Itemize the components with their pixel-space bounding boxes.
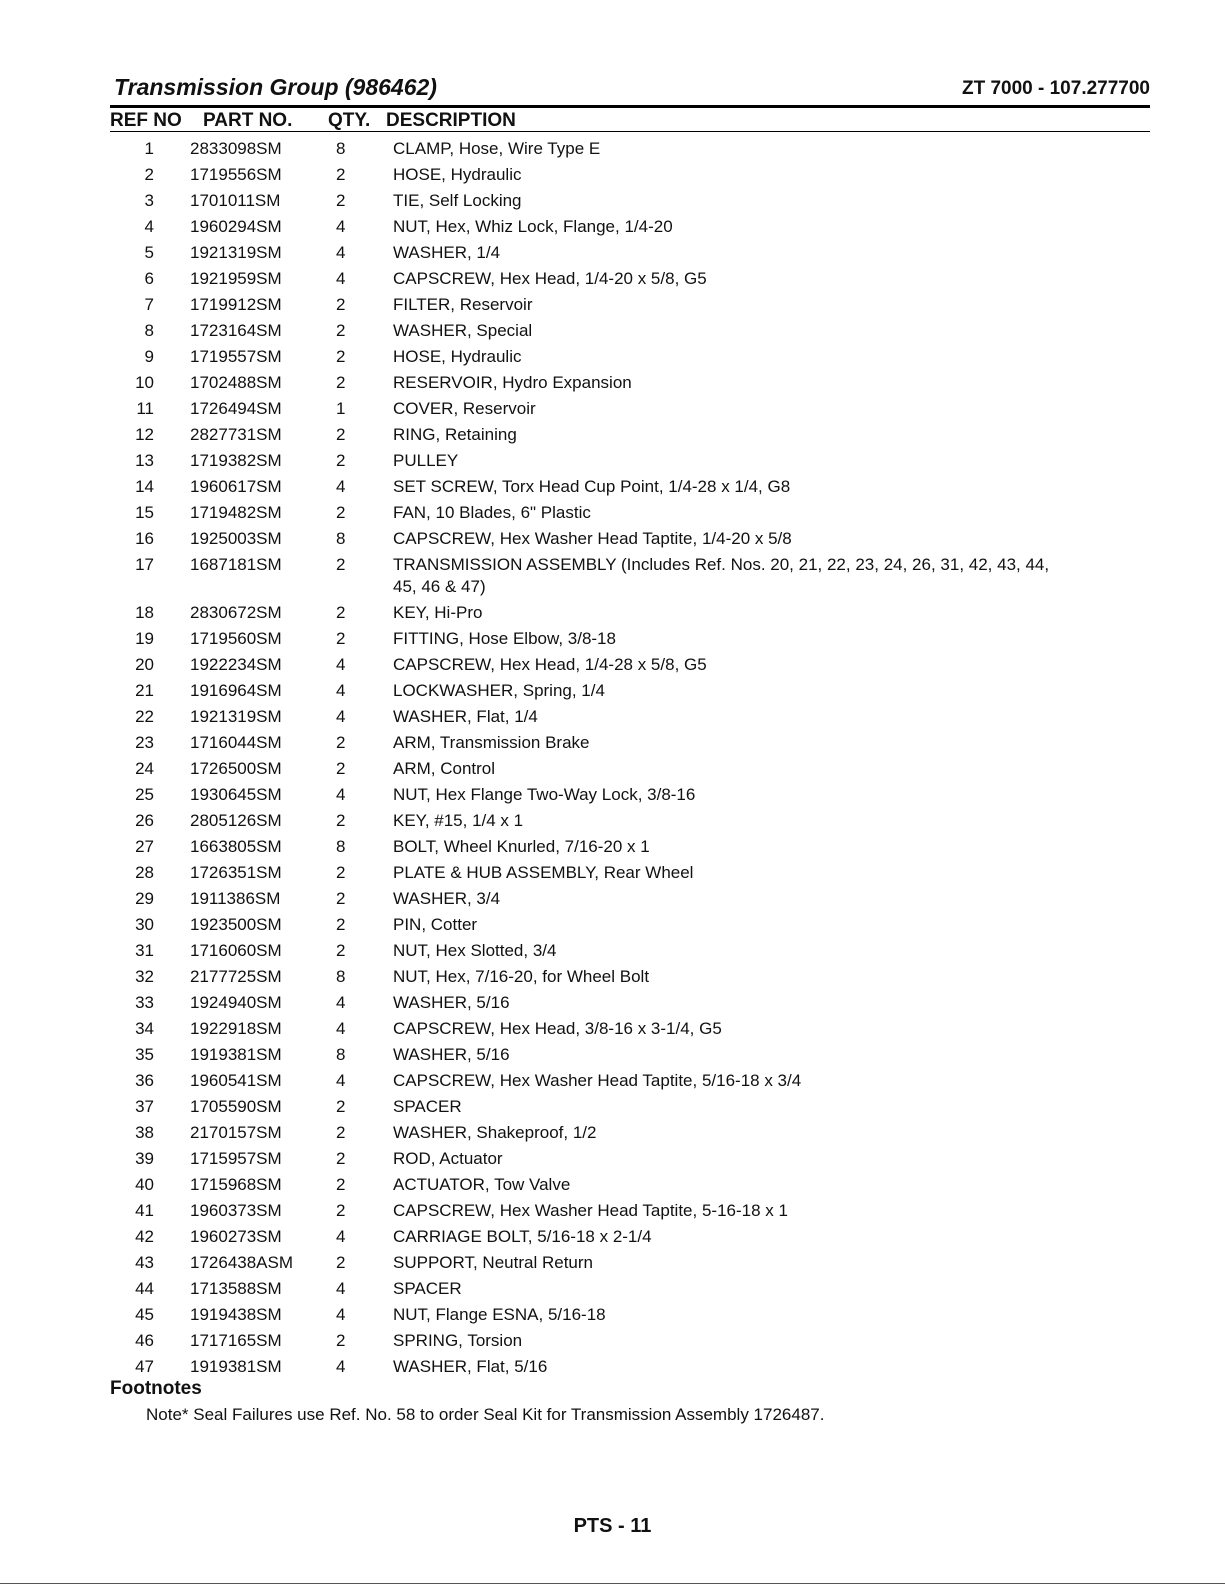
- qty-cell: 2: [336, 347, 346, 366]
- qty-cell: 1: [336, 399, 346, 418]
- ref-no-cell: 27: [135, 837, 154, 856]
- ref-no-cell: 43: [135, 1253, 154, 1272]
- table-row: [0, 1068, 1225, 1094]
- description-cell: LOCKWASHER, Spring, 1/4: [393, 681, 605, 700]
- table-row: [0, 600, 1225, 626]
- table-row: [0, 136, 1225, 162]
- qty-cell: 4: [336, 269, 346, 288]
- part-no-cell: 1705590SM: [190, 1097, 282, 1116]
- ref-no-cell: 7: [144, 295, 154, 314]
- qty-cell: 2: [336, 555, 346, 574]
- description-cell: ARM, Transmission Brake: [393, 733, 590, 752]
- description-cell: PLATE & HUB ASSEMBLY, Rear Wheel: [393, 863, 694, 882]
- part-no-cell: 1919381SM: [190, 1045, 282, 1064]
- table-row: [0, 448, 1225, 474]
- part-no-cell: 1701011SM: [190, 191, 281, 210]
- ref-no-cell: 31: [135, 941, 154, 960]
- ref-no-cell: 44: [135, 1279, 154, 1298]
- table-row: [0, 678, 1225, 704]
- table-row: [0, 912, 1225, 938]
- qty-cell: 2: [336, 915, 346, 934]
- description-cell: CAPSCREW, Hex Head, 1/4-20 x 5/8, G5: [393, 269, 707, 288]
- part-no-cell: 1719912SM: [190, 295, 282, 314]
- qty-cell: 2: [336, 1123, 346, 1142]
- description-cell: WASHER, 3/4: [393, 889, 501, 908]
- qty-cell: 8: [336, 529, 346, 548]
- part-no-cell: 1921959SM: [190, 269, 282, 288]
- qty-cell: 8: [336, 967, 346, 986]
- ref-no-cell: 47: [135, 1357, 154, 1376]
- qty-cell: 2: [336, 165, 346, 184]
- description-cell: RING, Retaining: [393, 425, 517, 444]
- qty-cell: 8: [336, 1045, 346, 1064]
- description-cell: CAPSCREW, Hex Washer Head Taptite, 5-16-18 x 1: [393, 1201, 788, 1220]
- part-no-cell: 1702488SM: [190, 373, 282, 392]
- table-row: [0, 240, 1225, 266]
- part-no-cell: 1916964SM: [190, 681, 282, 700]
- part-no-cell: 1921319SM: [190, 707, 282, 726]
- table-row: [0, 1198, 1225, 1224]
- description-cell: SET SCREW, Torx Head Cup Point, 1/4-28 x 1/4, G8: [393, 477, 791, 496]
- page-title: Transmission Group (986462): [114, 74, 437, 100]
- column-header-rule: [110, 131, 1150, 132]
- part-no-cell: 1911386SM: [190, 889, 281, 908]
- qty-cell: 4: [336, 993, 346, 1012]
- qty-cell: 4: [336, 243, 346, 262]
- part-no-cell: 1919381SM: [190, 1357, 282, 1376]
- table-row: [0, 782, 1225, 808]
- part-no-cell: 1663805SM: [190, 837, 282, 856]
- part-no-cell: 2177725SM: [190, 967, 282, 986]
- ref-no-cell: 35: [135, 1045, 154, 1064]
- table-row: [0, 214, 1225, 240]
- table-row: [0, 626, 1225, 652]
- ref-no-cell: 11: [136, 399, 154, 418]
- part-no-cell: 1726494SM: [190, 399, 282, 418]
- table-row: [0, 1224, 1225, 1250]
- table-row: [0, 396, 1225, 422]
- part-no-cell: 1922234SM: [190, 655, 282, 674]
- table-row: [0, 370, 1225, 396]
- description-cell: PULLEY: [393, 451, 459, 470]
- table-row: [0, 1042, 1225, 1068]
- ref-no-cell: 1: [144, 139, 154, 158]
- model-number: ZT 7000 - 107.277700: [961, 78, 1150, 99]
- table-row: [0, 1016, 1225, 1042]
- part-no-cell: 2827731SM: [190, 425, 282, 444]
- qty-cell: 4: [336, 1227, 346, 1246]
- description-cell: WASHER, Flat, 5/16: [393, 1357, 548, 1376]
- page-number: PTS - 11: [573, 1515, 652, 1537]
- part-no-cell: 2833098SM: [190, 139, 282, 158]
- table-row: [0, 188, 1225, 214]
- part-no-cell: 1960373SM: [190, 1201, 282, 1220]
- table-row: [0, 318, 1225, 344]
- description-cell: WASHER, Shakeproof, 1/2: [393, 1123, 597, 1142]
- description-cell: CLAMP, Hose, Wire Type E: [393, 139, 601, 158]
- description-cell: NUT, Hex Flange Two-Way Lock, 3/8-16: [393, 785, 696, 804]
- ref-no-cell: 21: [135, 681, 154, 700]
- ref-no-cell: 14: [135, 477, 154, 496]
- qty-cell: 4: [336, 217, 346, 236]
- part-no-cell: 1960541SM: [190, 1071, 282, 1090]
- description-cell: KEY, #15, 1/4 x 1: [393, 811, 524, 830]
- qty-cell: 2: [336, 941, 346, 960]
- description-cell: FITTING, Hose Elbow, 3/8-18: [393, 629, 616, 648]
- description-cell: SPACER: [393, 1097, 462, 1116]
- ref-no-cell: 12: [135, 425, 154, 444]
- description-cell: SPRING, Torsion: [393, 1331, 523, 1350]
- footnotes-title: Footnotes: [110, 1378, 202, 1399]
- qty-cell: 4: [336, 1279, 346, 1298]
- table-row: [0, 266, 1225, 292]
- description-cell: CAPSCREW, Hex Head, 3/8-16 x 3-1/4, G5: [393, 1019, 722, 1038]
- column-header-description: DESCRIPTION: [386, 110, 516, 131]
- qty-cell: 4: [336, 681, 346, 700]
- table-row: [0, 1146, 1225, 1172]
- part-no-cell: 1960294SM: [190, 217, 282, 236]
- column-header-ref: REF NO: [110, 110, 182, 131]
- qty-cell: 2: [336, 889, 346, 908]
- table-row: [0, 938, 1225, 964]
- table-row: [0, 1172, 1225, 1198]
- ref-no-cell: 22: [135, 707, 154, 726]
- description-cell: FAN, 10 Blades, 6" Plastic: [393, 503, 591, 522]
- ref-no-cell: 2: [144, 165, 154, 184]
- part-no-cell: 1921319SM: [190, 243, 282, 262]
- description-cell: CAPSCREW, Hex Washer Head Taptite, 5/16-18 x 3/4: [393, 1071, 802, 1090]
- part-no-cell: 2805126SM: [190, 811, 282, 830]
- part-no-cell: 1925003SM: [190, 529, 282, 548]
- part-no-cell: 1715957SM: [190, 1149, 282, 1168]
- qty-cell: 4: [336, 785, 346, 804]
- table-row: [0, 1276, 1225, 1302]
- part-no-cell: 1719382SM: [190, 451, 282, 470]
- ref-no-cell: 20: [135, 655, 154, 674]
- table-row: [0, 1250, 1225, 1276]
- qty-cell: 2: [336, 1097, 346, 1116]
- table-row: [0, 860, 1225, 886]
- part-no-cell: 1923500SM: [190, 915, 282, 934]
- column-header-part: PART NO.: [203, 110, 293, 131]
- qty-cell: 2: [336, 321, 346, 340]
- description-cell: CAPSCREW, Hex Washer Head Taptite, 1/4-20 x 5/8: [393, 529, 792, 548]
- ref-no-cell: 29: [135, 889, 154, 908]
- part-no-cell: 1930645SM: [190, 785, 282, 804]
- part-no-cell: 1723164SM: [190, 321, 282, 340]
- description-cell: HOSE, Hydraulic: [393, 165, 522, 184]
- table-row: [0, 886, 1225, 912]
- ref-no-cell: 4: [144, 217, 154, 236]
- part-no-cell: 2170157SM: [190, 1123, 282, 1142]
- ref-no-cell: 36: [135, 1071, 154, 1090]
- ref-no-cell: 18: [135, 603, 154, 622]
- qty-cell: 2: [336, 759, 346, 778]
- qty-cell: 2: [336, 503, 346, 522]
- description-cell: KEY, Hi-Pro: [393, 603, 483, 622]
- ref-no-cell: 33: [135, 993, 154, 1012]
- table-row: [0, 990, 1225, 1016]
- ref-no-cell: 30: [135, 915, 154, 934]
- column-header-qty: QTY.: [328, 110, 371, 131]
- description-cell: PIN, Cotter: [393, 915, 478, 934]
- ref-no-cell: 38: [135, 1123, 154, 1142]
- part-no-cell: 1687181SM: [190, 555, 282, 574]
- qty-cell: 8: [336, 837, 346, 856]
- ref-no-cell: 9: [144, 347, 154, 366]
- description-cell: BOLT, Wheel Knurled, 7/16-20 x 1: [393, 837, 650, 856]
- description-cell: RESERVOIR, Hydro Expansion: [393, 373, 632, 392]
- ref-no-cell: 28: [135, 863, 154, 882]
- qty-cell: 2: [336, 629, 346, 648]
- ref-no-cell: 16: [135, 529, 154, 548]
- table-row: [0, 808, 1225, 834]
- ref-no-cell: 32: [135, 967, 154, 986]
- qty-cell: 2: [336, 1201, 346, 1220]
- bottom-rule: [0, 1583, 1225, 1584]
- footnote-text: Note* Seal Failures use Ref. No. 58 to order Seal Kit for Transmission Assembly 1726487.: [146, 1405, 825, 1424]
- qty-cell: 2: [336, 733, 346, 752]
- description-cell: ROD, Actuator: [393, 1149, 503, 1168]
- qty-cell: 2: [336, 1175, 346, 1194]
- description-cell: WASHER, Flat, 1/4: [393, 707, 538, 726]
- ref-no-cell: 46: [135, 1331, 154, 1350]
- part-no-cell: 1716060SM: [190, 941, 282, 960]
- description-cell: SPACER: [393, 1279, 462, 1298]
- qty-cell: 2: [336, 1149, 346, 1168]
- part-no-cell: 1726351SM: [190, 863, 282, 882]
- part-no-cell: 1960617SM: [190, 477, 282, 496]
- parts-table: [0, 136, 1225, 1380]
- qty-cell: 4: [336, 1305, 346, 1324]
- table-row: [0, 292, 1225, 318]
- table-row: [0, 834, 1225, 860]
- description-cell: ACTUATOR, Tow Valve: [393, 1175, 571, 1194]
- ref-no-cell: 10: [135, 373, 154, 392]
- qty-cell: 2: [336, 451, 346, 470]
- qty-cell: 2: [336, 191, 346, 210]
- qty-cell: 2: [336, 1331, 346, 1350]
- description-cell: FILTER, Reservoir: [393, 295, 533, 314]
- part-no-cell: 1726500SM: [190, 759, 282, 778]
- qty-cell: 4: [336, 707, 346, 726]
- description-cell: WASHER, Special: [393, 321, 533, 340]
- description-cell: WASHER, 5/16: [393, 1045, 510, 1064]
- ref-no-cell: 41: [135, 1201, 154, 1220]
- ref-no-cell: 8: [144, 321, 154, 340]
- description-cell: NUT, Hex Slotted, 3/4: [393, 941, 557, 960]
- description-cell: CARRIAGE BOLT, 5/16-18 x 2-1/4: [393, 1227, 652, 1246]
- qty-cell: 4: [336, 477, 346, 496]
- header-rule: [110, 105, 1150, 108]
- part-no-cell: 1919438SM: [190, 1305, 282, 1324]
- description-cell: NUT, Hex, 7/16-20, for Wheel Bolt: [393, 967, 650, 986]
- part-no-cell: 1726438ASM: [190, 1253, 294, 1272]
- ref-no-cell: 24: [135, 759, 154, 778]
- description-cell: CAPSCREW, Hex Head, 1/4-28 x 5/8, G5: [393, 655, 707, 674]
- description-cell: HOSE, Hydraulic: [393, 347, 522, 366]
- description-cell: COVER, Reservoir: [393, 399, 536, 418]
- qty-cell: 2: [336, 603, 346, 622]
- table-row: [0, 704, 1225, 730]
- qty-cell: 4: [336, 1071, 346, 1090]
- description-cell: NUT, Hex, Whiz Lock, Flange, 1/4-20: [393, 217, 673, 236]
- ref-no-cell: 26: [135, 811, 154, 830]
- table-row: [0, 1328, 1225, 1354]
- part-no-cell: 1717165SM: [190, 1331, 282, 1350]
- part-no-cell: 2830672SM: [190, 603, 282, 622]
- table-row: [0, 474, 1225, 500]
- ref-no-cell: 6: [144, 269, 154, 288]
- table-row: [0, 1354, 1225, 1380]
- part-no-cell: 1924940SM: [190, 993, 282, 1012]
- description-cell: ARM, Control: [393, 759, 496, 778]
- ref-no-cell: 23: [135, 733, 154, 752]
- ref-no-cell: 39: [135, 1149, 154, 1168]
- qty-cell: 4: [336, 1019, 346, 1038]
- qty-cell: 4: [336, 1357, 346, 1376]
- description-cell: SUPPORT, Neutral Return: [393, 1253, 593, 1272]
- ref-no-cell: 13: [135, 451, 154, 470]
- ref-no-cell: 3: [144, 191, 154, 210]
- qty-cell: 8: [336, 139, 346, 158]
- table-row: [0, 652, 1225, 678]
- description-cell: NUT, Flange ESNA, 5/16-18: [393, 1305, 606, 1324]
- table-row: [0, 526, 1225, 552]
- part-no-cell: 1719560SM: [190, 629, 282, 648]
- part-no-cell: 1716044SM: [190, 733, 282, 752]
- table-row: [0, 500, 1225, 526]
- description-cell: WASHER, 1/4: [393, 243, 501, 262]
- ref-no-cell: 45: [135, 1305, 154, 1324]
- description-cell: TIE, Self Locking: [393, 191, 522, 210]
- ref-no-cell: 5: [144, 243, 154, 262]
- part-no-cell: 1719557SM: [190, 347, 282, 366]
- part-no-cell: 1719556SM: [190, 165, 282, 184]
- table-row: [0, 1094, 1225, 1120]
- table-row: [0, 964, 1225, 990]
- table-row: [0, 1302, 1225, 1328]
- ref-no-cell: 15: [135, 503, 154, 522]
- ref-no-cell: 40: [135, 1175, 154, 1194]
- table-row: [0, 552, 1225, 600]
- ref-no-cell: 37: [135, 1097, 154, 1116]
- table-row: [0, 1120, 1225, 1146]
- qty-cell: 2: [336, 295, 346, 314]
- part-no-cell: 1713588SM: [190, 1279, 282, 1298]
- qty-cell: 2: [336, 373, 346, 392]
- part-no-cell: 1960273SM: [190, 1227, 282, 1246]
- part-no-cell: 1715968SM: [190, 1175, 282, 1194]
- table-row: [0, 756, 1225, 782]
- table-row: [0, 422, 1225, 448]
- ref-no-cell: 25: [135, 785, 154, 804]
- ref-no-cell: 42: [135, 1227, 154, 1246]
- qty-cell: 2: [336, 811, 346, 830]
- ref-no-cell: 19: [135, 629, 154, 648]
- qty-cell: 2: [336, 863, 346, 882]
- part-no-cell: 1719482SM: [190, 503, 282, 522]
- part-no-cell: 1922918SM: [190, 1019, 282, 1038]
- description-cell: TRANSMISSION ASSEMBLY (Includes Ref. Nos. 20, 21, 22, 23, 24, 26, 31, 42, 43, 44, 45, 46 & 47): [393, 555, 1050, 596]
- table-row: [0, 730, 1225, 756]
- table-row: [0, 162, 1225, 188]
- qty-cell: 2: [336, 1253, 346, 1272]
- ref-no-cell: 17: [135, 555, 154, 574]
- description-cell: WASHER, 5/16: [393, 993, 510, 1012]
- ref-no-cell: 34: [135, 1019, 154, 1038]
- qty-cell: 2: [336, 425, 346, 444]
- table-row: [0, 344, 1225, 370]
- qty-cell: 4: [336, 655, 346, 674]
